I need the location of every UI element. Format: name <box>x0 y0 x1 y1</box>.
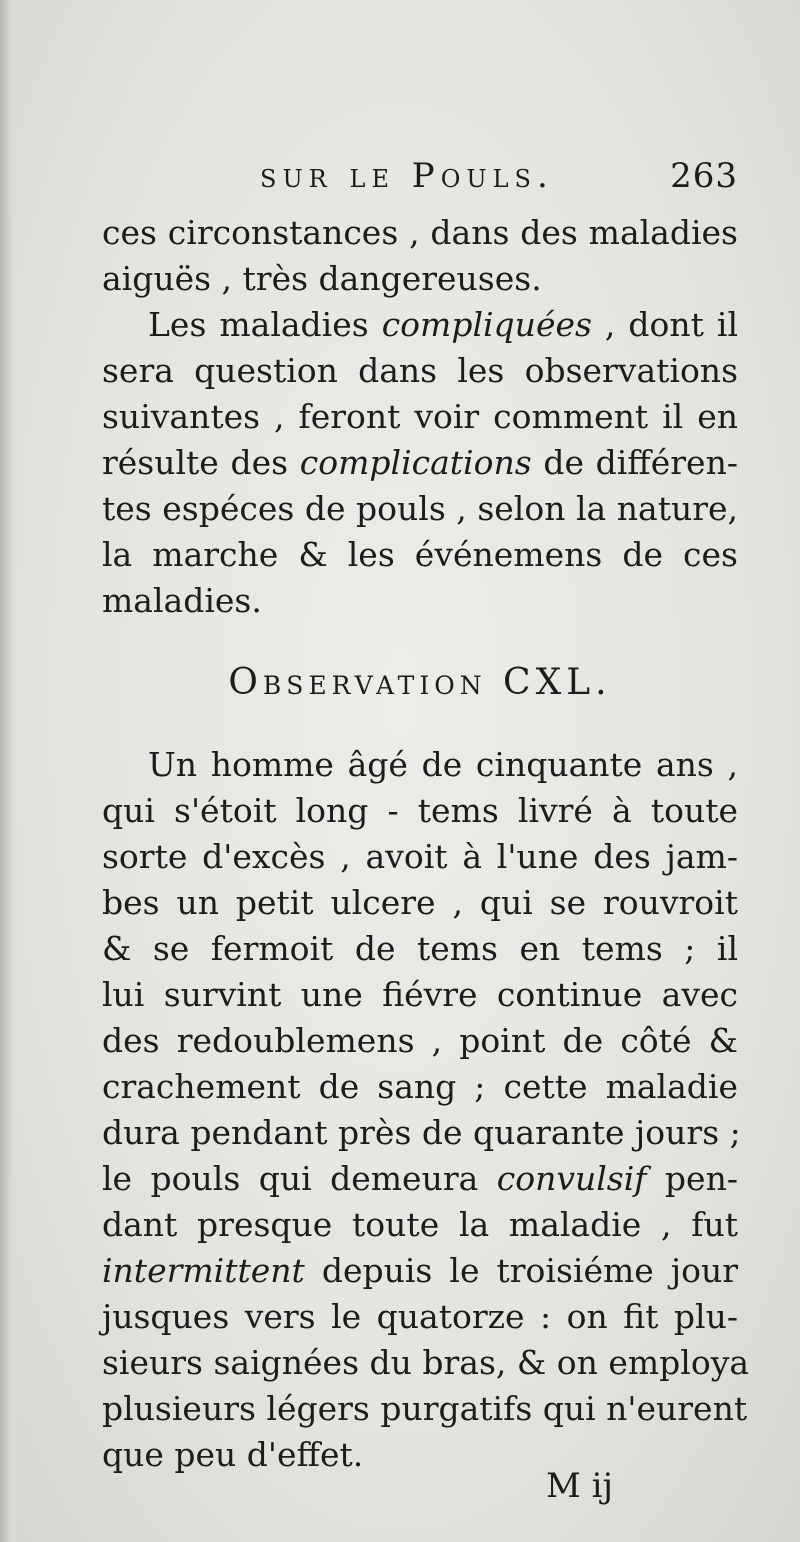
text-line: intermittent depuis le troisiéme jour <box>102 1251 738 1290</box>
text-line: sorte d'excès , avoit à l'une des jam- <box>102 837 738 876</box>
text-line: lui survint une fiévre continue avec <box>102 975 738 1014</box>
text-line: le pouls qui demeura convulsif pen- <box>102 1159 738 1198</box>
text-line: suivantes , feront voir comment il en <box>102 397 738 436</box>
text-line: sieurs saignées du bras, & on employa <box>102 1343 750 1382</box>
running-head <box>102 150 738 210</box>
text-line: maladies. <box>102 581 262 620</box>
page-number: 263 <box>670 156 738 196</box>
text-line: plusieurs légers purgatifs qui n'eurent <box>102 1389 748 1428</box>
text-line: Un homme âgé de cinquante ans , <box>148 745 738 784</box>
text-line: Les maladies compliquées , dont il <box>148 305 738 344</box>
text-line: que peu d'effet. <box>102 1435 364 1474</box>
observation-heading: Observation CXL. <box>228 662 612 703</box>
text-line: sera question dans les observations <box>102 351 738 390</box>
running-title: sur le Pouls. <box>260 156 554 196</box>
text-line: jusques vers le quatorze : on fit plu- <box>102 1297 738 1336</box>
paragraph-3 <box>102 742 750 1478</box>
text-line: bes un petit ulcere , qui se rouvroit <box>102 883 738 922</box>
text-line: dura pendant près de quarante jours ; <box>102 1113 741 1152</box>
text-line: ces circonstances , dans des maladies <box>102 213 738 252</box>
text-line: qui s'étoit long - tems livré à toute <box>102 791 738 830</box>
text-line: aiguës , très dangereuses. <box>102 259 542 298</box>
paragraph-2 <box>102 302 738 624</box>
text-line: & se fermoit de tems en tems ; il <box>102 929 738 968</box>
paragraph-1 <box>102 210 738 302</box>
text-line: dant presque toute la maladie , fut <box>102 1205 738 1244</box>
text-line: la marche & les événemens de ces <box>102 535 738 574</box>
signature-mark: M ij <box>546 1466 614 1506</box>
text-line: des redoublemens , point de côté & <box>102 1021 738 1060</box>
text-line: crachement de sang ; cette maladie <box>102 1067 738 1106</box>
text-block <box>102 150 750 1478</box>
text-line: résulte des complications de différen- <box>102 443 738 482</box>
page-gutter-shadow <box>0 0 18 1542</box>
text-line: tes espéces de pouls , selon la nature, <box>102 489 738 528</box>
